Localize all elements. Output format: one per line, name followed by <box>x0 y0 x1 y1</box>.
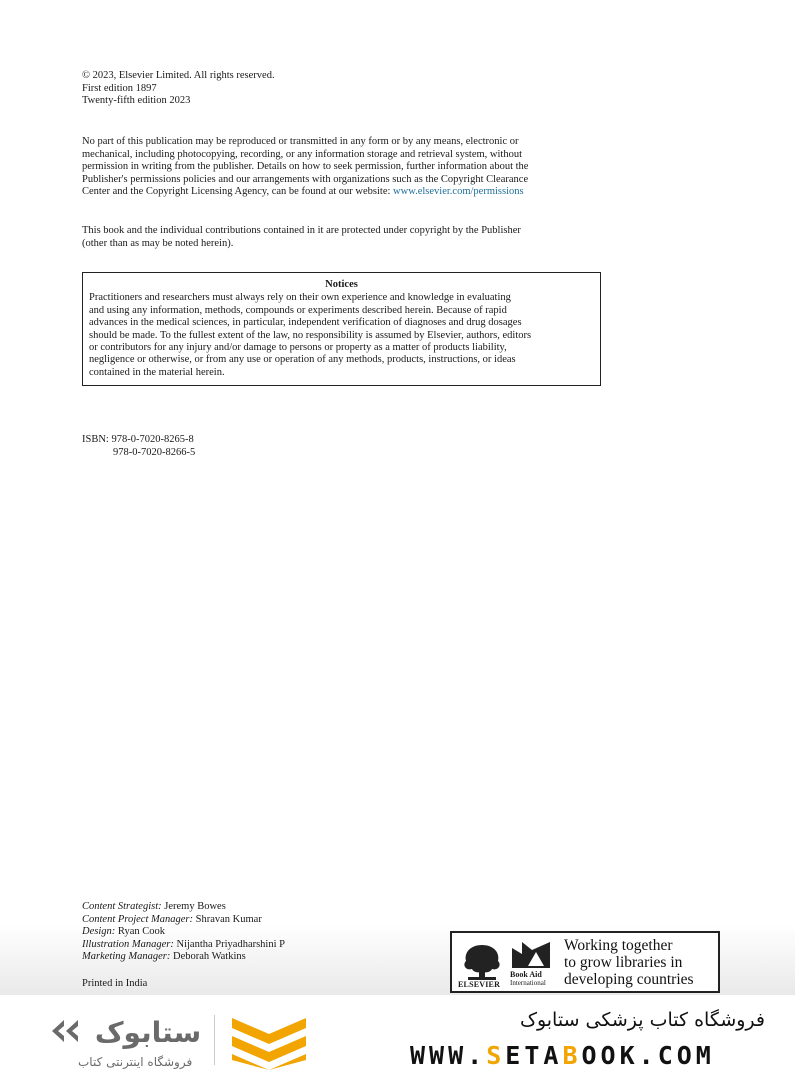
permissions-line-last <box>82 186 602 199</box>
book-aid-icon <box>510 940 552 970</box>
store-logo-text: ستابوک <box>94 1016 202 1049</box>
setabook-logo-icon <box>48 1012 208 1050</box>
slogan-line: developing countries <box>564 971 694 988</box>
store-divider <box>214 1015 215 1065</box>
credit-line <box>82 926 285 939</box>
credit-name: Ryan Cook <box>117 926 165 938</box>
credit-line <box>82 901 285 914</box>
current-edition-line: Twenty-fifth edition 2023 <box>82 95 191 107</box>
first-edition-line: First edition 1897 <box>82 82 157 94</box>
credit-line <box>82 951 285 964</box>
book-aid-logo-text: Book Aid <box>510 970 542 979</box>
permissions-line: permission in writing from the publisher. Details on how to seek permission, further information about the <box>82 161 529 173</box>
credit-name: Deborah Watkins <box>172 951 246 963</box>
slogan-line: to grow libraries in <box>564 954 683 971</box>
isbn-block <box>82 434 195 459</box>
isbn-label: ISBN: <box>82 434 109 445</box>
book-aid-logo-subtext: International <box>510 979 546 987</box>
permissions-line: mechanical, including photocopying, recording, or any information storage and retrieval system, without <box>82 148 523 160</box>
permissions-line-text: Center and the Copyright Licensing Agency, can be found at our website: <box>82 186 391 198</box>
credit-line <box>82 914 285 927</box>
store-url-highlight: B <box>562 1041 582 1070</box>
credit-name: Jeremy Bowes <box>164 901 226 912</box>
credit-role: Illustration Manager: <box>82 938 174 950</box>
credit-name: Shravan Kumar <box>195 913 262 925</box>
elsevier-logo-text: ELSEVIER <box>458 980 501 989</box>
isbn-primary: 978-0-7020-8265-8 <box>111 434 194 445</box>
notices-line: and using any information, methods, compounds or experiments described herein. Because of rapid <box>89 304 507 316</box>
book-aid-panel <box>450 931 720 993</box>
notices-line: negligence or otherwise, or from any use or operation of any methods, products, instructions, or ideas <box>89 354 516 366</box>
notices-box <box>82 272 601 386</box>
notices-title: Notices <box>325 279 358 290</box>
setabook-chevron-icon <box>228 1014 310 1070</box>
notices-line: should be made. To the fullest extent of the law, no responsibility is assumed by Elsevier, authors, editors <box>89 329 532 341</box>
notices-line: advances in the medical sciences, in particular, independent verification of diagnoses and drug dosages <box>89 317 522 329</box>
isbn-primary-line <box>82 434 195 447</box>
store-logo-subtext: فروشگاه اینترنتی کتاب <box>78 1055 193 1069</box>
copyright-notice-line: (other than as may be noted herein). <box>82 237 234 249</box>
permissions-paragraph <box>82 136 602 199</box>
copyright-notice-line: This book and the individual contributions contained in it are protected under copyright by the Publisher <box>82 225 521 236</box>
elsevier-tree-icon <box>460 941 504 981</box>
credit-role: Design: <box>82 926 116 938</box>
credit-line <box>82 939 285 952</box>
book-aid-slogan <box>564 937 694 988</box>
permissions-link[interactable]: www.elsevier.com/permissions <box>393 186 524 198</box>
store-url-mid: ETA <box>505 1041 563 1070</box>
copyright-notice-paragraph <box>82 225 521 250</box>
permissions-line: Publisher's permissions policies and our arrangements with organizations such as the Copyright Clearance <box>82 173 529 185</box>
store-url-highlight: S <box>486 1041 506 1070</box>
credit-role: Content Project Manager: <box>82 913 194 925</box>
credit-name: Nijantha Priyadharshini P <box>176 938 285 950</box>
copyright-line: © 2023, Elsevier Limited. All rights reserved. <box>82 70 275 81</box>
store-watermark-footer <box>0 995 795 1080</box>
store-url-prefix: WWW. <box>410 1041 487 1070</box>
isbn-secondary: 978-0-7020-8266-5 <box>113 446 196 458</box>
notices-line: Practitioners and researchers must always rely on their own experience and knowledge in evaluating <box>89 292 511 304</box>
credits-block <box>82 901 285 964</box>
credit-role: Content Strategist: <box>82 901 162 912</box>
credit-role: Marketing Manager: <box>82 951 171 963</box>
notices-line: contained in the material herein. <box>89 366 225 378</box>
store-url-suffix: OOK.COM <box>581 1041 715 1070</box>
copyright-block <box>82 70 275 108</box>
printed-in: Printed in India <box>82 978 148 989</box>
store-title: فروشگاه کتاب پزشکی ستابوک <box>519 1009 765 1031</box>
permissions-line: No part of this publication may be reproduced or transmitted in any form or by any means, electronic or <box>82 136 519 147</box>
slogan-line: Working together <box>564 937 673 954</box>
store-url[interactable] <box>410 1041 715 1070</box>
notices-line: or contributors for any injury and/or damage to persons or property as a matter of products liability, <box>89 342 507 354</box>
